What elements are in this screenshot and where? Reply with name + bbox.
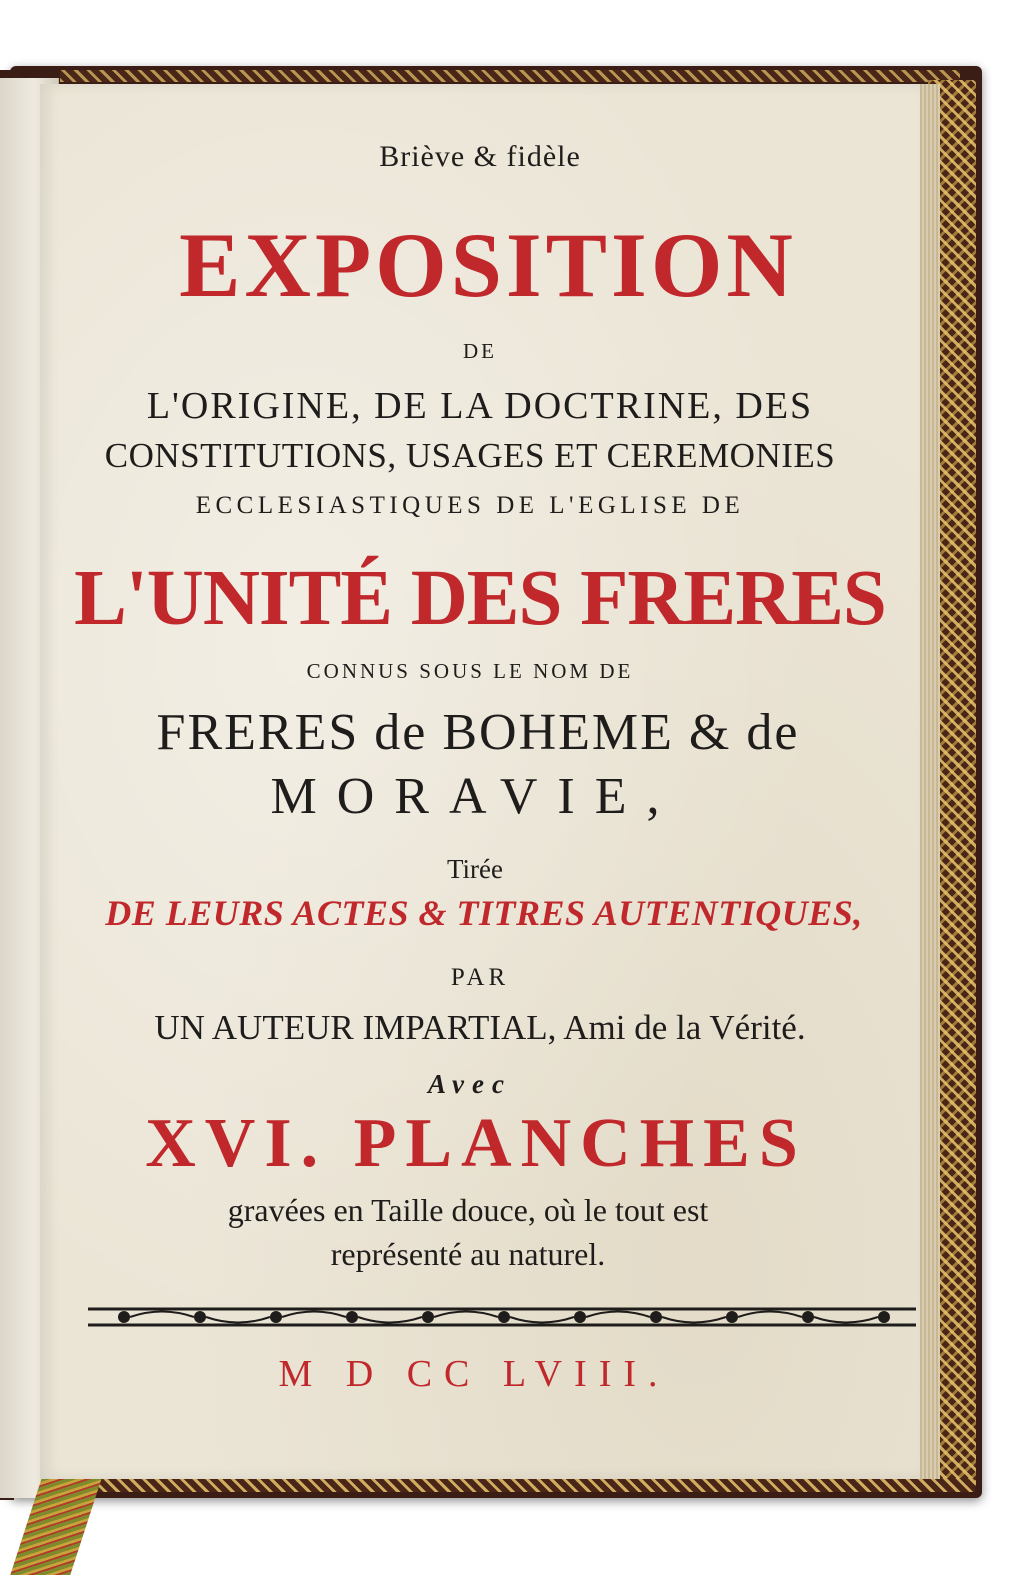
title-line-10: MORAVIE, <box>270 768 680 825</box>
title-line-13: PAR <box>450 964 510 991</box>
main-title: EXPOSITION <box>179 214 797 316</box>
title-line-3: DE <box>463 339 497 363</box>
title-line-5: CONSTITUTIONS, USAGES ET CEREMONIES <box>104 436 836 475</box>
gilt-border-top <box>60 70 960 82</box>
title-line-9: FRERES de BOHEME & de <box>156 704 800 761</box>
title-line-18: représenté au naturel. <box>330 1236 606 1272</box>
title-line-17: gravées en Taille douce, où le tout est <box>227 1192 709 1228</box>
author-line: UN AUTEUR IMPARTIAL, Ami de la Vérité. <box>154 1008 806 1047</box>
title-line-6: ECCLESIASTIQUES DE L'EGLISE DE <box>195 492 745 519</box>
printer-ornament-rule <box>88 1302 916 1332</box>
imprint-date: M D CC LVIII. <box>278 1353 670 1395</box>
title-line-15: Avec <box>428 1069 512 1099</box>
subject-title: L'UNITÉ DES FRERES <box>74 555 886 642</box>
title-page <box>40 84 920 1479</box>
title-line-1: Briève & fidèle <box>379 140 581 173</box>
title-line-11: Tirée <box>446 854 503 884</box>
title-line-8: CONNUS SOUS LE NOM DE <box>306 659 634 683</box>
plates-title: XVI. PLANCHES <box>145 1105 807 1182</box>
gilt-border-bottom <box>40 1478 975 1492</box>
title-line-12: DE LEURS ACTES & TITRES AUTENTIQUES, <box>105 893 863 933</box>
title-line-4: L'ORIGINE, DE LA DOCTRINE, DES <box>146 385 814 427</box>
